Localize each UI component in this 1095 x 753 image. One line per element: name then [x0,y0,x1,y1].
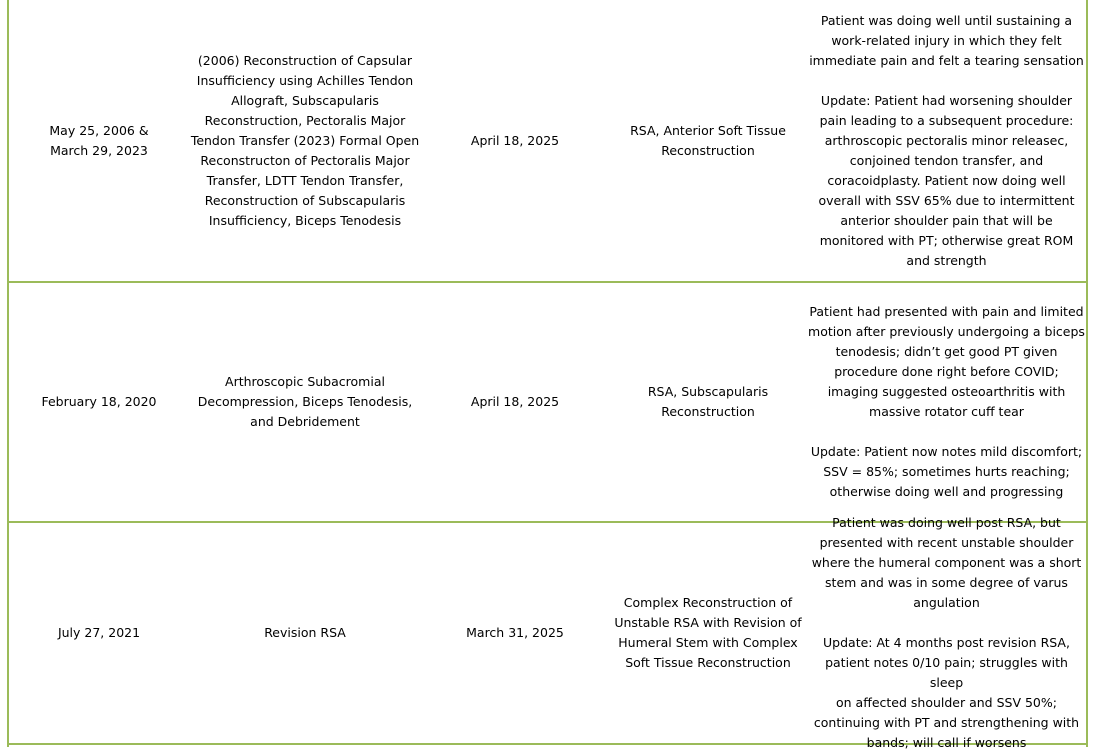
rsa-date-cell [421,0,609,281]
rsa-procedure-cell [609,283,807,521]
rsa-date: March 31, 2025 [466,625,564,640]
prior-procedure: (2006) Reconstruction of Capsular Insufficiency using Achilles Tendon Allograft, Subscapularis Reconstruction, Pectoralis Major Tendon Transfer (2023) Formal Open Reconstructon of Pectoralis Major Transfer, LDTT Tendon Transfer, Reconstruction of Subscapularis Insufficiency, Biceps Tenodesis [190,52,420,228]
surgery-date: July 27, 2021 [57,625,141,640]
prior-procedure: Revision RSA [264,625,346,640]
surgery-date: May 25, 2006 & March 29, 2023 [49,122,149,158]
notes-cell [807,283,1086,521]
table-row [9,0,1086,281]
rsa-date: April 18, 2025 [470,132,560,148]
notes-cell [807,515,1086,750]
table-row [9,283,1086,521]
rsa-procedure: Complex Reconstruction of Unstable RSA with Revision of Humeral Stem with Complex Soft Tissue Reconstruction [614,595,802,670]
prior-procedure-cell [189,283,421,521]
patient-notes: Patient was doing well post RSA, but presented with recent unstable shoulder where the humeral component was a short stem and was in some degree of varus angulation Update: At 4 months post revision RSA, patient notes 0/10 pain; struggles with sleep on affected shoulder and SSV 50%; continuing with PT and strengthening with bands; will call if worsens [811,515,1082,750]
prior-procedure: Arthroscopic Subacromial Decompression, Biceps Tenodesis, and Debridement [197,374,413,429]
prior-procedure-cell [189,523,421,743]
notes-cell [807,0,1086,281]
table-row [9,515,1086,750]
rsa-procedure-cell [609,523,807,743]
surgery-date: February 18, 2020 [41,394,157,409]
rsa-procedure: RSA, Anterior Soft Tissue Reconstruction [630,122,786,158]
rsa-procedure: RSA, Subscapularis Reconstruction [647,384,769,419]
prior-procedure-cell [189,0,421,281]
rsa-date-cell [421,283,609,521]
surgery-date-cell [9,0,189,281]
rsa-procedure-cell [609,0,807,281]
rsa-date-cell [421,523,609,743]
surgery-date-cell [9,523,189,743]
surgery-date-cell [9,283,189,521]
patient-notes: Patient was doing well until sustaining a work-related injury in which they felt immediate pain and felt a tearing sensation Update: Patient had worsening shoulder pain leading to a subsequent procedure: arthroscopic pectoralis minor releasec, conjoined tendon transfer, and coracoidplasty. Patient now doing well overall with SSV 65% due to intermittent anterior shoulder pain that will be monitored with PT; otherwise great ROM and strength [809,12,1084,268]
rsa-date: April 18, 2025 [470,394,560,409]
table-border-right [1086,0,1088,747]
patient-notes: Patient had presented with pain and limited motion after previously undergoing a biceps tenodesis; didn’t get good PT given procedure done right before COVID; imaging suggested osteoarthritis with massive rotator cuff tear Update: Patient now notes mild discomfort; SSV = 85%; sometimes hurts reaching; otherwise doing well and progressing [808,304,1085,499]
